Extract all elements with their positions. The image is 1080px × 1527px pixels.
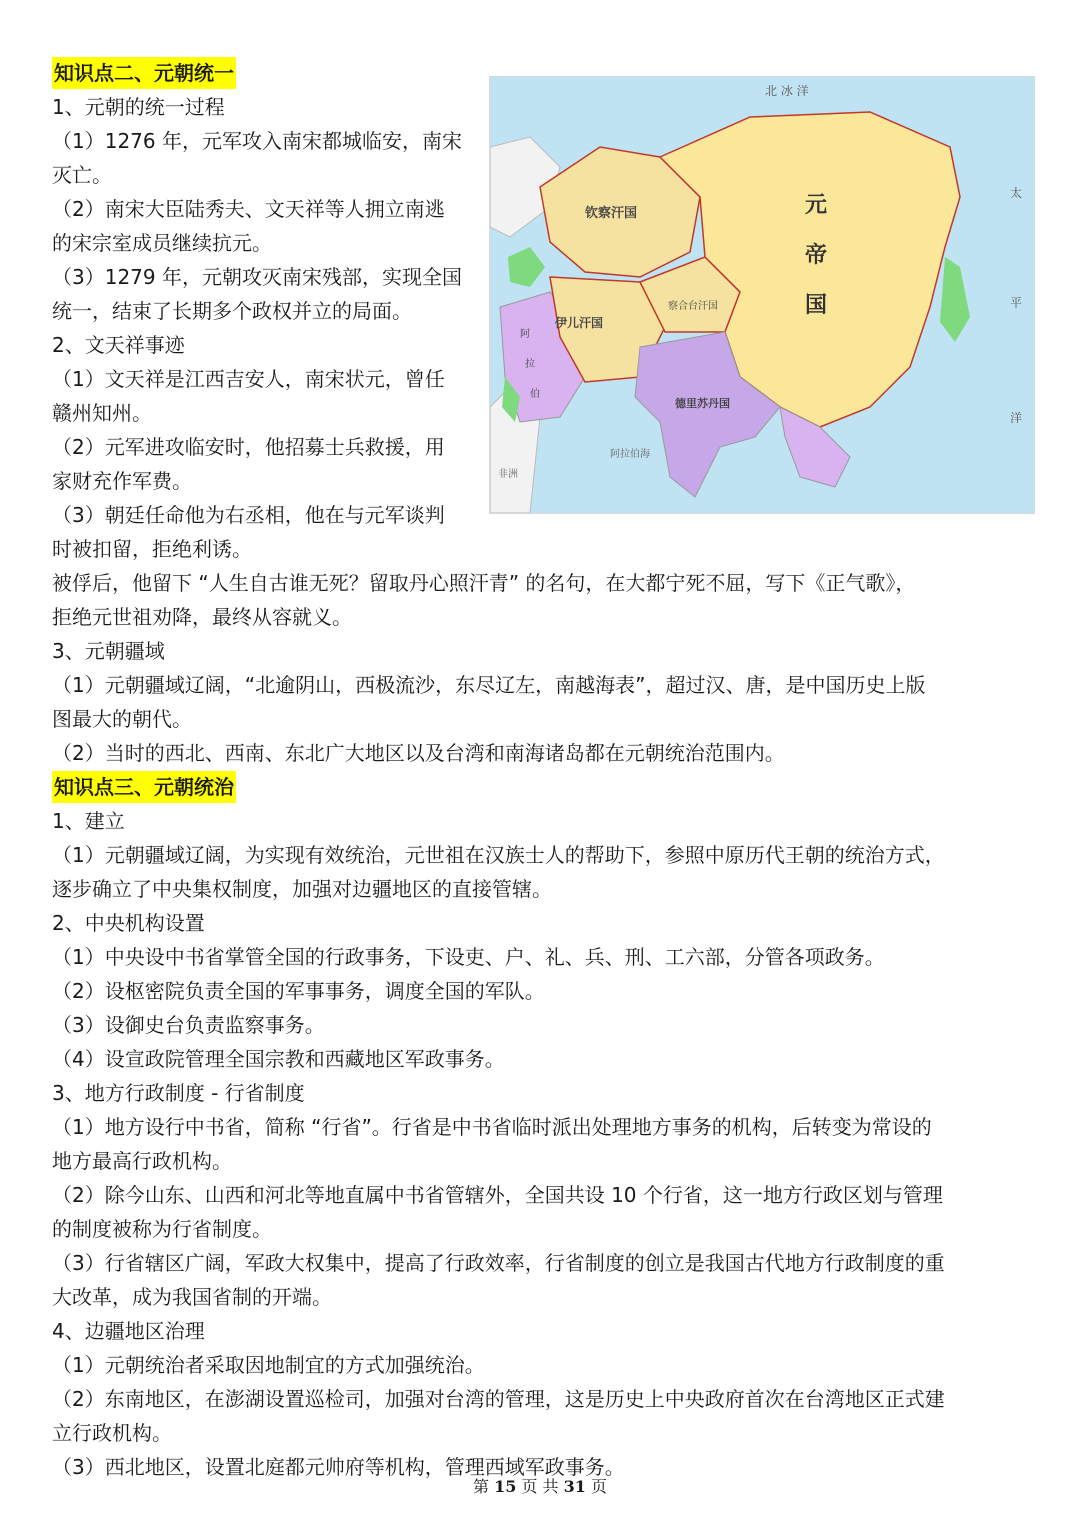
paragraph-line: （3）西北地区，设置北庭都元帅府等机构，管理西域军政事务。 — [52, 1455, 625, 1479]
page-total: 31 — [563, 1477, 586, 1496]
paragraph-line: （3）行省辖区广阔，军政大权集中，提高了行政效率，行省制度的创立是我国古代地方行政制度的重 — [52, 1251, 945, 1275]
paragraph-line: （3）1279 年，元朝攻灭南宋残部，实现全国 — [52, 265, 462, 289]
paragraph-line: （1）文天祥是江西吉安人，南宋状元，曾任 — [52, 367, 445, 391]
paragraph-line: （2）除今山东、山西和河北等地直属中书省管辖外，全国共设 10 个行省，这一地方行政区划与管理 — [52, 1183, 943, 1207]
map-label: 帝 — [805, 243, 828, 268]
paragraph-line: 大改革，成为我国省制的开端。 — [52, 1285, 332, 1309]
subheading: 1、元朝的统一过程 — [52, 95, 225, 119]
map-label: 阿拉伯海 — [610, 449, 650, 460]
subheading: 2、文天祥事迹 — [52, 333, 185, 357]
paragraph-line: 灭亡。 — [52, 163, 112, 187]
paragraph-line: （2）南宋大臣陆秀夫、文天祥等人拥立南逃 — [52, 197, 445, 221]
paragraph-line: （1）中央设中书省掌管全国的行政事务，下设吏、户、礼、兵、刑、工六部，分管各项政务。 — [52, 945, 885, 969]
content — [52, 56, 1032, 1484]
ocean-label: 洋 — [1010, 411, 1023, 425]
paragraph-line: （4）设宣政院管理全国宗教和西藏地区军政事务。 — [52, 1047, 505, 1071]
ocean-label: 太 — [1010, 186, 1023, 200]
subheading: 1、建立 — [52, 809, 125, 833]
page-number: 15 — [494, 1477, 517, 1496]
paragraph-line: 的宋宗室成员继续抗元。 — [52, 231, 272, 255]
subheading: 3、地方行政制度 - 行省制度 — [52, 1081, 305, 1105]
paragraph-line: 图最大的朝代。 — [52, 707, 192, 731]
map-label: 伊儿汗国 — [555, 316, 604, 330]
map-label: 德里苏丹国 — [675, 397, 730, 410]
paragraph-line: 逐步确立了中央集权制度，加强对边疆地区的直接管辖。 — [52, 877, 552, 901]
section2-text — [52, 56, 482, 566]
footer-suffix: 页 — [591, 1477, 608, 1496]
map-label: 钦察汗国 — [585, 206, 638, 221]
paragraph-line: （2）设枢密院负责全国的军事事务，调度全国的军队。 — [52, 979, 545, 1003]
paragraph-line: 统一，结束了长期多个政权并立的局面。 — [52, 299, 412, 323]
yuan-dynasty-map — [489, 76, 1035, 514]
ocean-label: 平 — [1010, 296, 1023, 310]
paragraph-line: （2）当时的西北、西南、东北广大地区以及台湾和南海诸岛都在元朝统治范围内。 — [52, 741, 785, 765]
map-label: 国 — [805, 293, 828, 318]
paragraph-line: （1）1276 年，元军攻入南宋都城临安，南宋 — [52, 129, 462, 153]
paragraph-line: （2）元军进攻临安时，他招募士兵救援，用 — [52, 435, 445, 459]
paragraph-line: 地方最高行政机构。 — [52, 1149, 232, 1173]
paragraph-line: 的制度被称为行省制度。 — [52, 1217, 272, 1241]
section2-heading: 知识点二、元朝统一 — [52, 57, 236, 89]
paragraph-line: （3）设御史台负责监察事务。 — [52, 1013, 325, 1037]
paragraph-line: （3）朝廷任命他为右丞相，他在与元军谈判 — [52, 503, 445, 527]
footer-mid: 页 共 — [521, 1477, 559, 1496]
paragraph-line: （1）元朝疆域辽阔，“北逾阴山，西极流沙，东尽辽左，南越海表”，超过汉、唐，是中国历史上版 — [52, 673, 926, 697]
section3-heading: 知识点三、元朝统治 — [52, 771, 236, 803]
footer-prefix: 第 — [472, 1477, 489, 1496]
paragraph-line: 拒绝元世祖劝降，最终从容就义。 — [52, 605, 352, 629]
paragraph-line: 时被扣留，拒绝利诱。 — [52, 537, 252, 561]
ocean-label: 北 冰 洋 — [765, 84, 809, 98]
paragraph-line: 立行政机构。 — [52, 1421, 172, 1445]
top-section — [52, 56, 1032, 566]
map-label: 拉 — [525, 359, 535, 370]
paragraph-line: （1）地方设行中书省，简称 “行省”。行省是中书省临时派出处理地方事务的机构，后转变为常设的 — [52, 1115, 932, 1139]
map-svg — [490, 77, 1034, 513]
map-label: 元 — [805, 193, 828, 218]
paragraph-line: 家财充作军费。 — [52, 469, 192, 493]
page-footer — [0, 1474, 1080, 1497]
subheading: 2、中央机构设置 — [52, 911, 205, 935]
map-label: 阿 — [520, 329, 530, 340]
map-label: 察合台汗国 — [668, 301, 718, 312]
paragraph-line: 赣州知州。 — [52, 401, 152, 425]
paragraph-line: （1）元朝统治者采取因地制宜的方式加强统治。 — [52, 1353, 485, 1377]
paragraph-line: 被俘后，他留下 “人生自古谁无死？留取丹心照汗青” 的名句，在大都宁死不屈，写下《正气歌》， — [52, 571, 916, 595]
map-label: 非洲 — [498, 469, 518, 480]
subheading: 3、元朝疆域 — [52, 639, 165, 663]
paragraph-line: （2）东南地区，在澎湖设置巡检司，加强对台湾的管理，这是历史上中央政府首次在台湾地区正式建 — [52, 1387, 945, 1411]
subheading: 4、边疆地区治理 — [52, 1319, 205, 1343]
map-label: 伯 — [530, 389, 540, 400]
paragraph-line: （1）元朝疆域辽阔，为实现有效统治，元世祖在汉族士人的帮助下，参照中原历代王朝的统治方式， — [52, 843, 945, 867]
